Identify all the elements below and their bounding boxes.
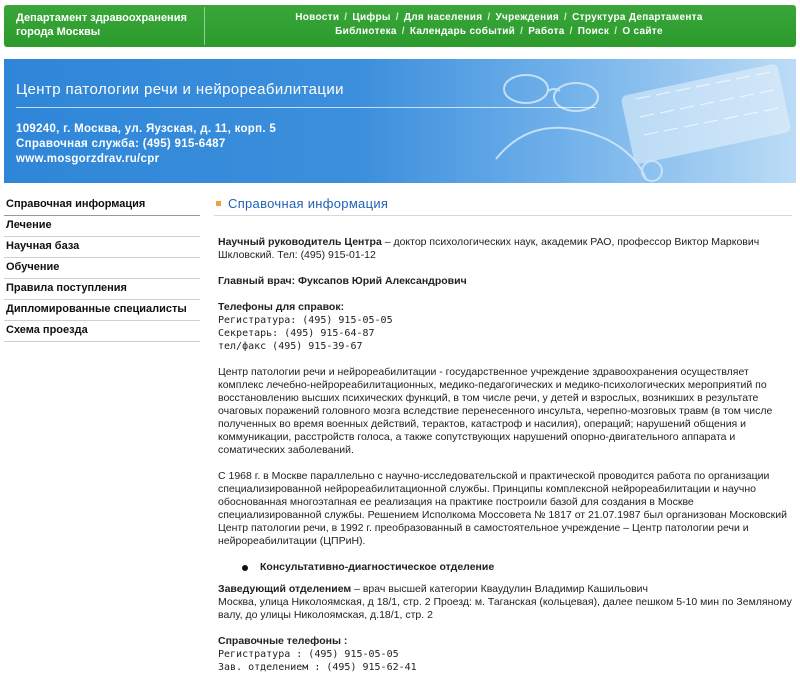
sidebar-item-specialists[interactable]: Дипломированные специалисты — [4, 300, 200, 321]
department-phones — [218, 635, 792, 674]
department-name: Консультативно-диагностическое отделение — [260, 561, 495, 573]
top-nav — [219, 11, 779, 39]
chief-doctor-text: Главный врач: Фуксапов Юрий Александрович — [218, 275, 467, 287]
nav-about[interactable]: О сайте — [622, 26, 663, 37]
history-paragraph: С 1968 г. в Москве параллельно с научно-исследовательской и практической проводится работа по организации специализированной нейрореабилитационной службы. Принципы комплексной нейрореабилитации и научно обоснованная многоэтапная ее реализация на практике построили базой для создания в Москве специализированной службы. Решением Исполкома Моссовета № 1817 от 21.07.1987 был организован Московский Центр патологии речи, в 1992 г. преобразованный в самостоятельное учреждение – Центр патологии речи и нейрореабилитации (ЦПРиН). — [218, 470, 787, 547]
about-paragraph: Центр патологии речи и нейрореабилитации - государственное учреждение здравоохранения осуществляет комплекс лечебно-нейрореабилитационных, медико-педагогических и медико-психологических мероприятий по восстановлению высших психических функций, в том числе речи, у детей и взрослых, возникших в результате очаговых поражений головного мозга вследствие перенесенного инсульта, черепно-мозговых травм (в том числе полученных во время военных действий, терактов, катастроф и насилия), операций; нарушений общения и коммуникации, расстройств голоса, а также сопутствующих нарушений опорно-двигательного аппарата и соматических заболеваний. — [218, 366, 773, 456]
bullet-icon — [242, 565, 248, 571]
ref-phone-line: Зав. отделением : (495) 915-62-41 — [218, 662, 417, 673]
nav-separator: / — [564, 12, 568, 23]
nav-calendar[interactable]: Календарь событий — [409, 26, 516, 37]
nav-separator: / — [487, 12, 491, 23]
center-phone: Справочная служба: (495) 915-6487 — [16, 138, 226, 150]
sidebar-item-admission[interactable]: Правила поступления — [4, 279, 200, 300]
sidebar-item-directions[interactable]: Схема проезда — [4, 321, 200, 342]
center-url[interactable]: www.mosgorzdrav.ru/cpr — [16, 153, 160, 165]
nav-figures[interactable]: Цифры — [352, 12, 391, 23]
scientific-head-label: Научный руководитель Центра — [218, 236, 382, 248]
nav-separator: / — [520, 26, 524, 37]
section-header — [214, 192, 792, 216]
center-address: 109240, г. Москва, ул. Яузская, д. 11, корп. 5 — [16, 123, 277, 135]
department-address: Москва, улица Николоямская, д 18/1, стр. 2 Проезд: м. Таганская (кольцевая), далее пешком 5-10 мин по Земляному валу, до улицы Николоямская, д.18/1, стр. 2 — [218, 596, 792, 621]
department-head-text: – врач высшей категории Кваудулин Владимир Кашильович — [351, 583, 649, 595]
nav-library[interactable]: Библиотека — [335, 26, 397, 37]
nav-separator: / — [614, 26, 618, 37]
sidebar-item-education[interactable]: Обучение — [4, 258, 200, 279]
phone-line: тел/факс (495) 915-39-67 — [218, 341, 363, 352]
reference-text — [214, 216, 792, 674]
nav-institutions[interactable]: Учреждения — [495, 12, 560, 23]
sidebar-item-treatment[interactable]: Лечение — [4, 216, 200, 237]
banner-divider — [16, 107, 596, 108]
nav-search[interactable]: Поиск — [577, 26, 610, 37]
nav-separator: / — [569, 26, 573, 37]
section-bullet-icon — [216, 201, 221, 206]
department-list-item — [242, 561, 792, 574]
ref-phones-heading: Справочные телефоны : — [218, 635, 348, 647]
phone-line: Секретарь: (495) 915-64-87 — [218, 328, 375, 339]
nav-separator: / — [395, 12, 399, 23]
top-bar-divider — [204, 7, 205, 45]
nav-separator: / — [344, 12, 348, 23]
phone-line: Регистратура: (495) 915-05-05 — [218, 315, 393, 326]
nav-structure[interactable]: Структура Департамента — [572, 12, 703, 23]
sidebar-item-science[interactable]: Научная база — [4, 237, 200, 258]
scientific-head — [218, 236, 792, 262]
main-content — [214, 192, 792, 687]
phones-heading: Телефоны для справок: — [218, 301, 345, 313]
nav-separator: / — [401, 26, 405, 37]
banner-keyboard-stethoscope-image — [466, 59, 796, 183]
center-title: Центр патологии речи и нейрореабилитации — [16, 81, 344, 98]
scientific-head-text: – доктор психологических наук, академик РАО, профессор Виктор Маркович Шкловский. Тел: (495) 915-01-12 — [218, 236, 760, 261]
nav-work[interactable]: Работа — [528, 26, 565, 37]
ref-phone-line: Регистратура : (495) 915-05-05 — [218, 649, 399, 660]
nav-population[interactable]: Для населения — [403, 12, 483, 23]
header-banner — [4, 59, 796, 183]
center-contacts — [16, 122, 276, 167]
section-title: Справочная информация — [228, 196, 389, 211]
department-head — [218, 583, 792, 622]
reference-phones — [218, 301, 792, 353]
top-bar — [4, 5, 796, 47]
nav-news[interactable]: Новости — [295, 12, 340, 23]
department-head-label: Заведующий отделением — [218, 583, 352, 595]
sidebar-menu — [4, 195, 200, 342]
chief-doctor — [218, 275, 792, 288]
sidebar-item-reference[interactable]: Справочная информация — [4, 195, 200, 216]
department-name[interactable]: Департамент здравоохранения города Москвы — [16, 12, 187, 38]
